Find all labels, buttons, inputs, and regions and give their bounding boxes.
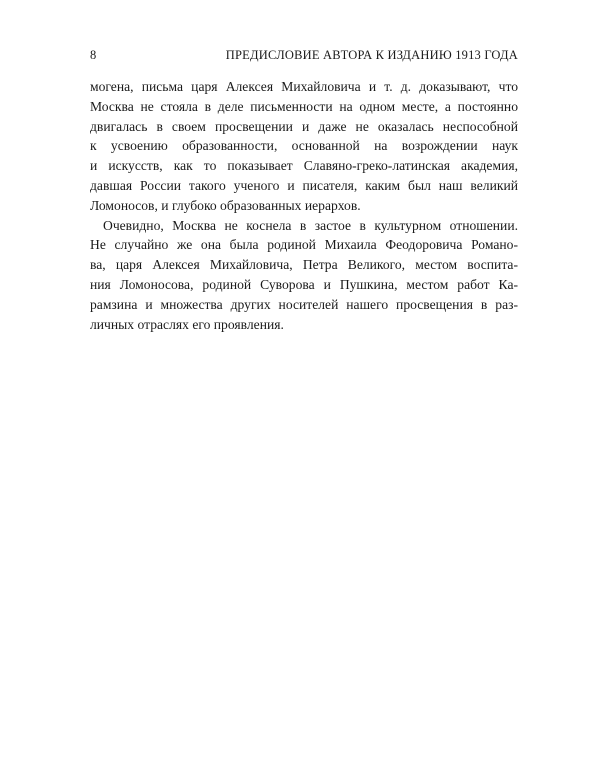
running-title: ПРЕДИСЛОВИЕ АВТОРА К ИЗДАНИЮ 1913 ГОДА <box>225 48 518 62</box>
paragraph <box>90 77 518 216</box>
text-line: Москва не стояла в деле письменности на одном месте, а постоянно <box>90 98 518 114</box>
text-line: Не случайно же она была родиной Михаила Феодоровича Романо- <box>90 237 518 253</box>
text-line: к усвоению образованности, основанной на возрождении наук <box>90 138 518 154</box>
text-line: Очевидно, Москва не коснела в застое в культурном отношении. <box>103 217 518 233</box>
paragraph <box>90 216 518 335</box>
text-line: двигалась в своем просвещении и даже не оказалась неспособной <box>90 118 518 134</box>
text-line: и искусств, как то показывает Славяно-греко-латинская академия, <box>90 158 518 174</box>
text-line: Ломоносов, и глубоко образованных иерархов. <box>90 197 361 213</box>
text-line: давшая России такого ученого и писателя, каким был наш великий <box>90 177 518 193</box>
page-number: 8 <box>90 48 97 62</box>
text-line: ния Ломоносова, родиной Суворова и Пушкина, местом работ Ка- <box>90 276 518 292</box>
text-line: ва, царя Алексея Михайловича, Петра Великого, местом воспита- <box>90 257 518 273</box>
text-line: рамзина и множества других носителей нашего просвещения в раз- <box>90 296 518 312</box>
running-head <box>90 47 518 63</box>
body-text <box>90 77 518 334</box>
text-line: могена, письма царя Алексея Михайловича и т. д. доказывают, что <box>90 79 518 94</box>
text-line: личных отраслях его проявления. <box>90 316 284 332</box>
